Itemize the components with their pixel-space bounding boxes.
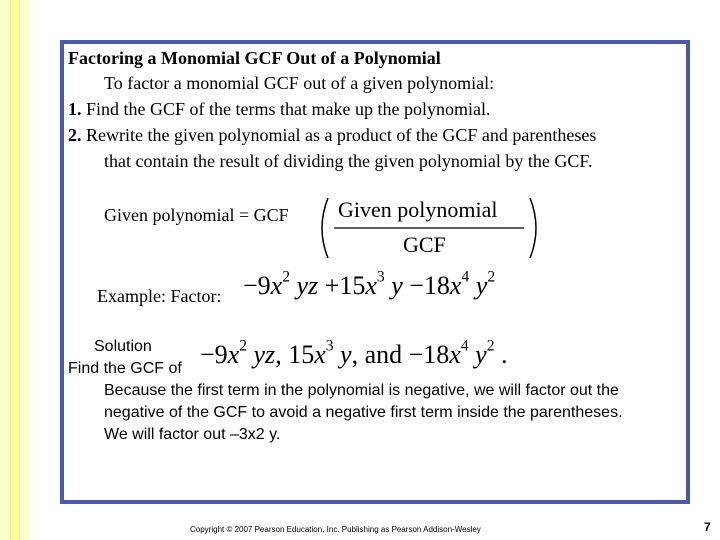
- solution-line-3: We will factor out –3x2 y.: [104, 426, 281, 443]
- formula-denominator: GCF: [403, 232, 446, 257]
- left-decorative-stripe-inner: [10, 0, 20, 540]
- slide-title: Factoring a Monomial GCF Out of a Polynomial: [68, 48, 441, 68]
- page-number: 7: [704, 520, 711, 534]
- term-2: $15x^3$ y: [339, 268, 403, 300]
- example-polynomial: [243, 268, 496, 301]
- step-2: [68, 125, 596, 146]
- gcf-term-2: $15x^3$ y,: [288, 337, 359, 369]
- gcf-term-1: $-9x^2$ yz,: [200, 337, 282, 369]
- term-1: $-9x^2$ yz: [243, 268, 319, 300]
- intro-text: To factor a monomial GCF out of a given polynomial:: [104, 73, 495, 93]
- solution-line-2: negative of the GCF to avoid a negative first term inside the parentheses.: [104, 404, 623, 421]
- copyright-footer: Copyright © 2007 Pearson Education, Inc. Publishing as Pearson Addison-Wesley: [190, 525, 481, 534]
- step-2-text: Rewrite the given polynomial as a product of the GCF and parentheses: [86, 125, 597, 145]
- gcf-terms-list: [200, 337, 508, 370]
- step-1-text: Find the GCF of the terms that make up the polynomial.: [86, 99, 491, 119]
- step-2-continuation: that contain the result of dividing the given polynomial by the GCF.: [104, 151, 593, 171]
- formula-lhs: Given polynomial = GCF: [104, 205, 289, 225]
- gcf-term-3: $-18x^4$ $y^2$ .: [408, 337, 508, 369]
- solution-line-1: Because the first term in the polynomial is negative, we will factor out the: [104, 382, 619, 399]
- term-3: $18x^4$ $y^2$: [423, 268, 496, 300]
- example-label: Example: Factor:: [97, 286, 222, 306]
- formula-numerator: Given polynomial: [338, 197, 498, 222]
- find-gcf-label: Find the GCF of: [68, 360, 182, 377]
- minus-operator: −: [409, 271, 424, 300]
- solution-heading: Solution: [94, 338, 152, 355]
- step-1-number: 1.: [68, 99, 82, 119]
- left-paren-icon: [322, 198, 328, 258]
- and-word: and: [364, 340, 403, 369]
- step-2-number: 2.: [68, 125, 82, 145]
- step-1: [68, 99, 490, 120]
- right-paren-icon: [530, 198, 536, 258]
- plus-operator: +: [324, 271, 340, 300]
